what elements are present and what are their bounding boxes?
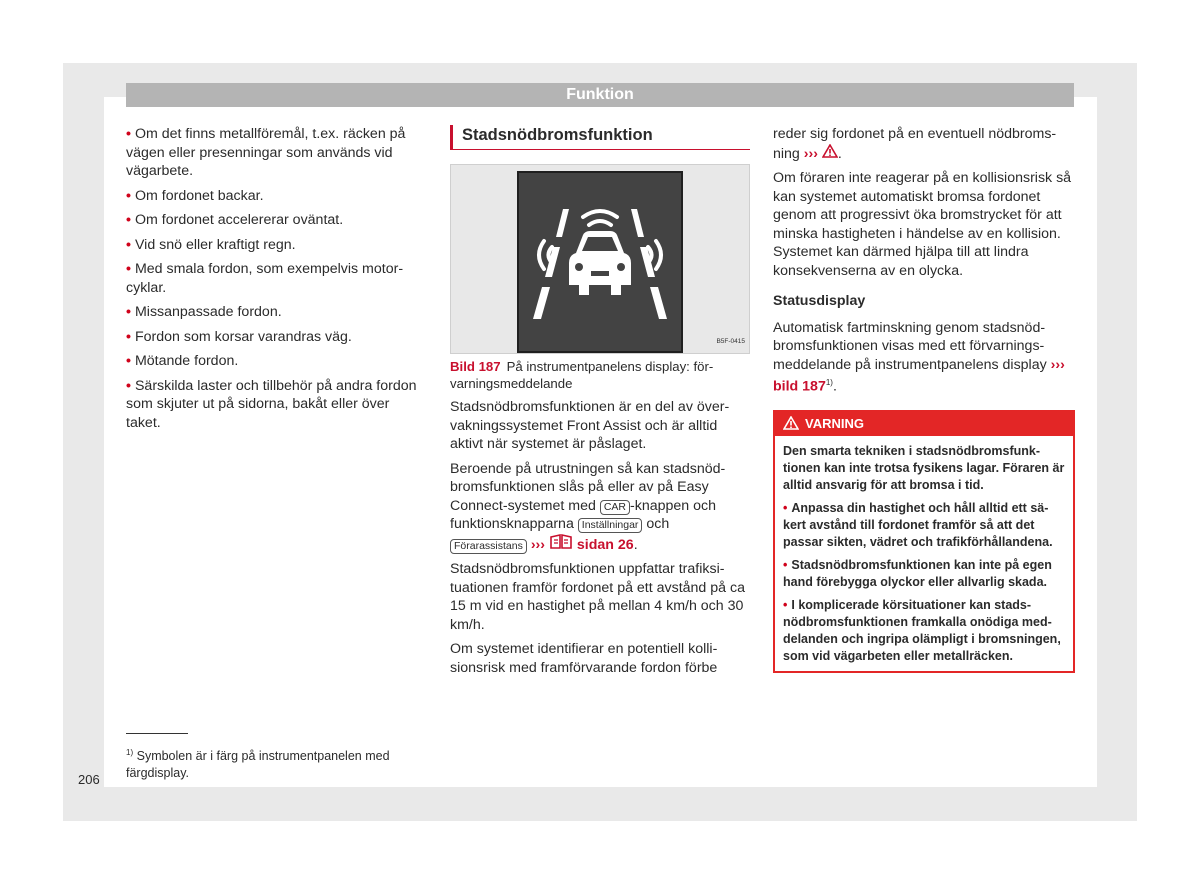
paragraph: Stadsnödbromsfunktionen uppfattar trafiksituationen framför fordonet på ett avstånd på ca 15 m vid en hastighet på mellan 4 km/h och 30 km/h.	[450, 561, 745, 633]
bullet-icon: •	[126, 353, 131, 369]
bullet-icon: •	[783, 558, 788, 573]
bullet-icon: •	[126, 126, 131, 142]
settings-key: Inställningar	[578, 518, 643, 533]
warning-triangle-icon	[822, 144, 838, 158]
column-left	[126, 125, 426, 438]
paragraph: reder sig fordonet på en eventuell nödbromsning ››› .	[773, 126, 1057, 162]
warning-triangle-icon	[783, 416, 799, 430]
footnote: $^{1)}$ Symbolen är i färg på instrumentpanelen med färgdisplay.	[126, 748, 390, 781]
figure-reference-link[interactable]: bild 187	[773, 378, 826, 395]
bullet-icon: •	[126, 187, 131, 204]
paragraph: Om föraren inte reagerar på en kollisionsrisk så kan systemet automatiskt bromsa fordonet genom att progressivt öka bromstrycket för att minska hastigheten i händelse av en kollision. Systemet kan därmed hjälpa till att lindra konsekvenserna av en olycka.	[773, 170, 1072, 279]
column-right	[773, 125, 1075, 673]
list-item: • Med smala fordon, som exempelvis motorcyklar.	[126, 261, 404, 296]
warning-item: • Anpassa din hastighet och håll alltid ett säkert avstånd till fordonet framför så att det passar sikten, vädret och trafikförhållandena.	[783, 501, 1053, 550]
list-item: • Om fordonet accelererar oväntat.	[126, 212, 344, 228]
bullet-icon: •	[126, 261, 131, 277]
bullet-icon: •	[783, 598, 788, 613]
reference-arrows: ›››	[803, 145, 818, 162]
footnote-rule	[126, 733, 188, 734]
column-middle	[450, 125, 750, 683]
reference-arrows: ›››	[1050, 356, 1065, 373]
bullet-icon: •	[783, 501, 788, 516]
list-item: • Missanpassade fordon.	[126, 304, 282, 320]
warning-body	[775, 436, 1073, 671]
warning-intro: Den smarta tekniken i stadsnödbromsfunktionen kan inte trotsa fysikens lagar. Föraren är alltid ansvarig för att bromsa i tid.	[783, 444, 1065, 493]
page-reference-link[interactable]: sidan 26	[576, 536, 634, 553]
figure-label: Bild 187	[450, 359, 501, 374]
list-item: • Om fordonet backar.	[126, 187, 264, 204]
paragraph: Om systemet identifierar en potentiell kollisionsrisk med framförvarande fordon förbe	[450, 641, 718, 676]
paragraph: Automatisk fartminskning genom stadsnödbromsfunktionen visas med ett förvarningsmeddelande på instrumentpanelens display ››› bild 187$^{1)}$.	[773, 319, 1065, 395]
driver-assist-key: Förarassistans	[450, 539, 527, 554]
section-title: Stadsnödbromsfunktion	[450, 125, 750, 150]
book-reference-icon	[549, 534, 573, 549]
figure-code: B5F-0415	[716, 337, 745, 345]
city-brake-car-icon	[519, 173, 681, 351]
paragraph: Beroende på utrustningen så kan stadsnödbromsfunktionen slås på eller av på Easy Connect-systemet med CAR -knappen och funktionsknapparna Inställningar och Förarassistans ››› sidan 26.	[450, 460, 726, 553]
bullet-icon: •	[126, 236, 131, 253]
warning-item: • I komplicerade körsituationer kan stadsnödbromsfunktionen framkalla onödiga meddelanden och ingripa olämpligt i bromsningen, som vid vägarbeten eller metallräcken.	[783, 598, 1061, 664]
list-item: • Mötande fordon.	[126, 353, 239, 369]
instrument-display	[517, 171, 683, 353]
bullet-icon: •	[126, 328, 131, 345]
list-item: • Särskilda laster och tillbehör på andra fordon som skjuter ut på sidorna, bakåt eller över taket.	[126, 377, 417, 431]
warning-item: • Stadsnödbromsfunktionen kan inte på egen hand förebygga olyckor eller allvarlig skada.	[783, 558, 1052, 590]
bullet-icon: •	[126, 304, 131, 320]
car-key: CAR	[600, 500, 630, 515]
list-item: • Vid snö eller kraftigt regn.	[126, 236, 296, 253]
list-item: • Fordon som korsar varandras väg.	[126, 328, 352, 345]
figure-187	[450, 164, 750, 354]
bullet-icon: •	[126, 377, 131, 394]
page-header: Funktion	[126, 83, 1074, 107]
reference-arrows: ›››	[530, 536, 545, 553]
paragraph: Stadsnödbromsfunktionen är en del av övervakningssystemet Front Assist och är alltid aktivt när systemet är påslaget.	[450, 399, 730, 452]
footnote-marker: 1)	[825, 378, 833, 387]
bullet-icon: •	[126, 212, 131, 228]
warning-box	[773, 410, 1075, 673]
figure-caption: Bild 187 På instrumentpanelens display: förvarningsmeddelande	[450, 359, 714, 391]
list-item: • Om det finns metallföremål, t.ex. räcken på vägen eller presenningar som används vid vägarbete.	[126, 126, 406, 179]
warning-header: VARNING	[775, 412, 1073, 436]
page-number: 206	[78, 772, 100, 787]
subheading: Statusdisplay	[773, 293, 866, 309]
